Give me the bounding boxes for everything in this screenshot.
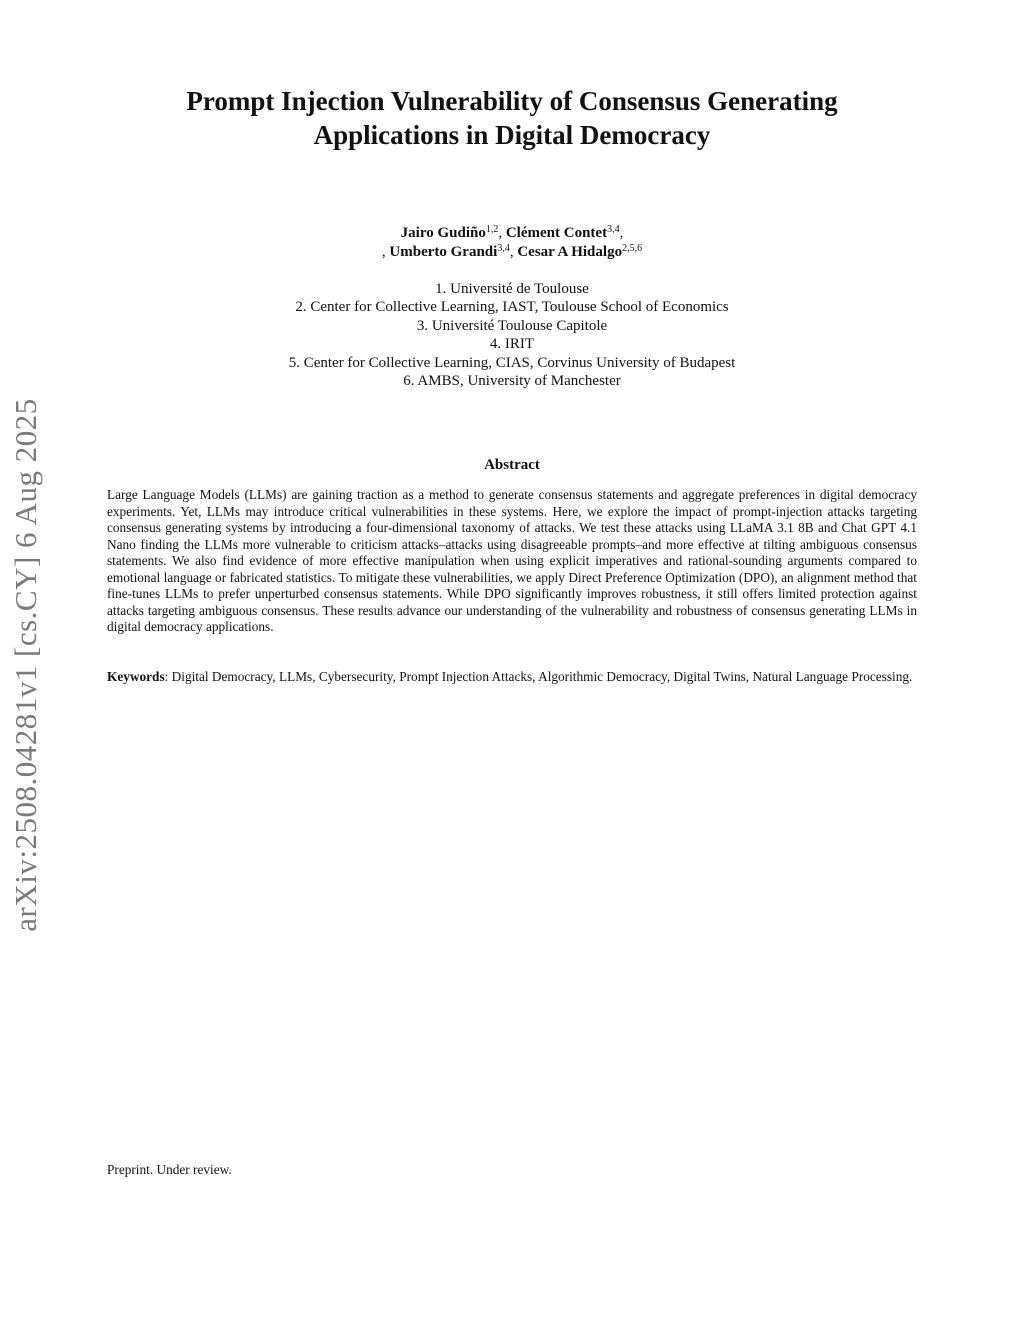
abstract-heading: Abstract [484, 457, 540, 473]
author-name: Clément Contet [505, 225, 608, 241]
preprint-footnote: Preprint. Under review. [107, 1162, 232, 1177]
title-line-2: Applications in Digital Democracy [313, 120, 711, 150]
abstract-body: Large Language Models (LLMs) are gaining traction as a method to generate consensus statements and aggregate preferences in digital democracy experiments. Yet, LLMs may introduce critical vulnerabilities in these systems. Here, we explore the impact of prompt-injection attacks targeting consensus generating systems by introducing a four-dimensional taxonomy of attacks. We test these attacks using LLaMA 3.1 8B and Chat GPT 4.1 Nano finding the LLMs more vulnerable to criticism attacks–attacks using disagreeable prompts–and more effective at tilting ambiguous consensus statements. We also find evidence of more effective manipulation when using explicit imperatives and rational-sounding arguments compared to emotional language or fabricated statistics. To mitigate these vulnerabilities, we apply Direct Preference Optimization (DPO), an alignment method that fine-tunes LLMs to prefer unperturbed consensus statements. While DPO significantly improves robustness, it still offers limited protection against attacks targeting ambiguous consensus. These results advance our understanding of the vulnerability and robustness of consensus generating LLMs in digital democracy applications. [107, 487, 917, 634]
author-separator: , [509, 244, 518, 260]
affiliation-list [100, 280, 924, 390]
affiliation-item: 6. AMBS, University of Manchester [403, 373, 621, 390]
affiliation-item: 1. Université de Toulouse [435, 281, 589, 297]
author-affiliation-marker: 2,5,6 [622, 243, 643, 254]
author-separator: , [619, 225, 624, 241]
keywords-label: Keywords [107, 669, 165, 684]
keywords-paragraph [92, 669, 934, 686]
author-separator: , [381, 244, 390, 260]
title-line-1: Prompt Injection Vulnerability of Consensus Generating [186, 86, 838, 116]
affiliation-item: 3. Université Toulouse Capitole [416, 317, 608, 334]
author-list [100, 224, 924, 262]
author-affiliation-marker: 3,4 [497, 243, 510, 254]
affiliation-item: 2. Center for Collective Learning, IAST, Toulouse School of Economics [295, 299, 729, 316]
affiliation-item: 5. Center for Collective Learning, CIAS, Corvinus University of Budapest [288, 354, 736, 371]
author-affiliation-marker: 1,2 [485, 224, 499, 235]
author-name: Cesar A Hidalgo [517, 244, 623, 260]
paper-title [100, 84, 924, 152]
author-affiliation-marker: 3,4 [607, 224, 620, 235]
author-name: Umberto Grandi [389, 244, 498, 260]
author-name: Jairo Gudiño [400, 225, 486, 241]
author-line-1 [100, 224, 924, 243]
affiliation-item: 4. IRIT [489, 336, 535, 353]
author-line-2 [100, 243, 924, 262]
keywords-text: : Digital Democracy, LLMs, Cybersecurity, Prompt Injection Attacks, Algorithmic Democracy, Digital Twins, Natural Language Processing. [164, 669, 913, 684]
author-separator: , [498, 225, 506, 241]
arxiv-identifier: arXiv:2508.04281v1 [cs.CY] 6 Aug 2025 [8, 398, 43, 932]
